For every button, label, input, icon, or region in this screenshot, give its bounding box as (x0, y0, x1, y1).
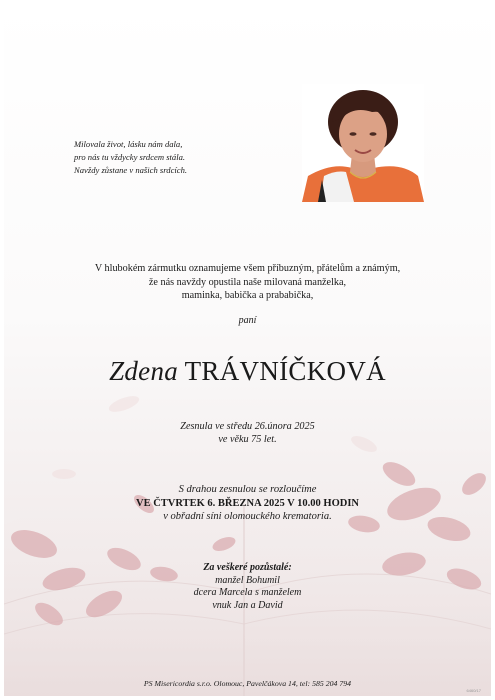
death-date: Zesnula ve středu 26.února 2025 (180, 421, 315, 432)
obituary-page (4, 4, 491, 696)
announcement-line: V hlubokém zármutku oznamujeme všem příbuzným, přátelům a známým, (94, 263, 401, 274)
funeral-service-footer: PS Misericordia s.r.o. Olomouc, Pavelčákova 14, tel: 585 204 794 (143, 679, 352, 688)
poem-line: Navždy zůstane v našich srdcích. (74, 165, 188, 175)
deceased-portrait (302, 84, 424, 202)
family-member: dcera Marcela s manželem (193, 587, 302, 598)
farewell-intro: S drahou zesnulou se rozloučíme (178, 484, 317, 495)
poem-line: Milovala život, lásku nám dala, (74, 139, 183, 149)
announcement-text (4, 262, 491, 303)
family-member: vnuk Jan a David (212, 599, 283, 611)
farewell-info (4, 483, 491, 524)
deceased-first-name: Zdena (109, 356, 179, 386)
family-member: manžel Bohumil (215, 574, 280, 586)
poem-line: pro nás tu vždycky srdcem stála. (74, 152, 186, 162)
family-heading: Za veškeré pozůstalé: (203, 562, 292, 573)
farewell-date-time: VE ČTVRTEK 6. BŘEZNA 2025 V 10.00 HODIN (136, 497, 359, 509)
announcement-line: že nás navždy opustila naše milovaná manželka, (148, 276, 347, 288)
deceased-name (4, 356, 491, 387)
death-info (4, 420, 491, 446)
announcement-line: maminka, babička a prababička, (181, 290, 314, 301)
death-age: ve věku 75 let. (218, 434, 277, 445)
title-pani: paní (238, 315, 257, 326)
farewell-place: v obřadní síni olomouckého krematoria. (163, 511, 332, 522)
document-code: 6460/17 (466, 688, 481, 693)
family-list (4, 562, 491, 612)
memorial-poem (74, 138, 244, 177)
deceased-last-name: TRÁVNÍČKOVÁ (184, 356, 386, 386)
